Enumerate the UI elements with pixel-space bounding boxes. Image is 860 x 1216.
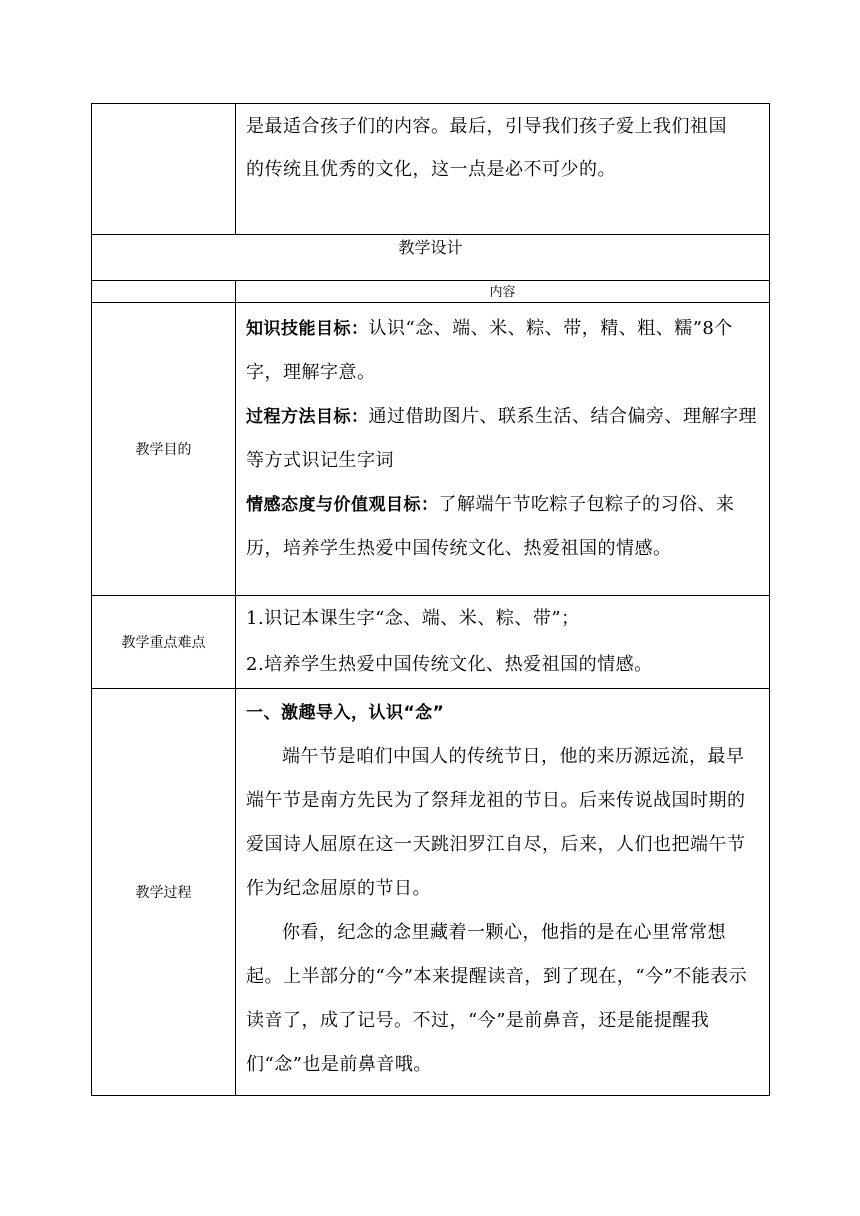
process-text: 通过借助图片、联系生活、结合偏旁、理解字理等方式识记生字词 — [246, 406, 757, 471]
design-heading: 教学设计 — [92, 235, 770, 281]
emotion-text: 了解端午节吃粽子包粽子的习俗、来历，培养学生热爱中国传统文化、热爱祖国的情感。 — [246, 494, 735, 559]
process-paragraph-2: 你看，纪念的念里藏着一颗心，他指的是在心里常常想起。上半部分的“今”本来提醒读音，到了现在，“今”不能表示读音了，成了记号。不过，“今”是前鼻音，还是能提醒我们“念”也是前鼻音哦。 — [246, 922, 748, 1075]
knowledge-title: 知识技能目标： — [246, 319, 369, 339]
process-content — [236, 689, 770, 1096]
intro-label-cell — [92, 104, 236, 235]
process-label: 教学过程 — [92, 689, 236, 1096]
design-heading-row — [92, 235, 770, 281]
content-header-row — [92, 281, 770, 303]
process-objective — [246, 395, 761, 483]
process-row — [92, 689, 770, 1096]
intro-line-1: 是最适合孩子们的内容。最后，引导我们孩子爱上我们祖国 — [246, 116, 727, 137]
intro-row — [92, 104, 770, 235]
intro-line-2: 的传统且优秀的文化，这一点是必不可少的。 — [246, 159, 616, 180]
process-paragraph-1: 端午节是咱们中国人的传统节日，他的来历源远流，最早端午节是南方先民为了祭拜龙祖的节日。后来传说战国时期的爱国诗人屈原在这一天跳汨罗江自尽，后来，人们也把端午节作为纪念屈原的节日。 — [246, 746, 746, 899]
objectives-label: 教学目的 — [92, 303, 236, 596]
content-header: 内容 — [236, 281, 770, 303]
key-points-row — [92, 596, 770, 689]
objectives-row — [92, 303, 770, 596]
intro-content-cell — [236, 104, 770, 235]
lesson-plan-table — [91, 103, 770, 1096]
emotion-objective — [246, 483, 761, 571]
emotion-title: 情感态度与价值观目标： — [246, 495, 439, 515]
objectives-content — [236, 303, 770, 596]
process-section-title: 一、激趣导入，认识“念” — [246, 703, 445, 723]
knowledge-objective — [246, 307, 761, 395]
key-points-label: 教学重点难点 — [92, 596, 236, 689]
key-point-2: 2.培养学生热爱中国传统文化、热爱祖国的情感。 — [246, 654, 653, 675]
key-points-content — [236, 596, 770, 689]
content-header-empty — [92, 281, 236, 303]
key-point-1: 1.识记本课生字“念、端、米、粽、带”； — [246, 608, 580, 629]
process-title: 过程方法目标： — [246, 407, 369, 427]
knowledge-text: 认识“念、端、米、粽、带，精、粗、糯”8个字，理解字意。 — [246, 318, 733, 383]
